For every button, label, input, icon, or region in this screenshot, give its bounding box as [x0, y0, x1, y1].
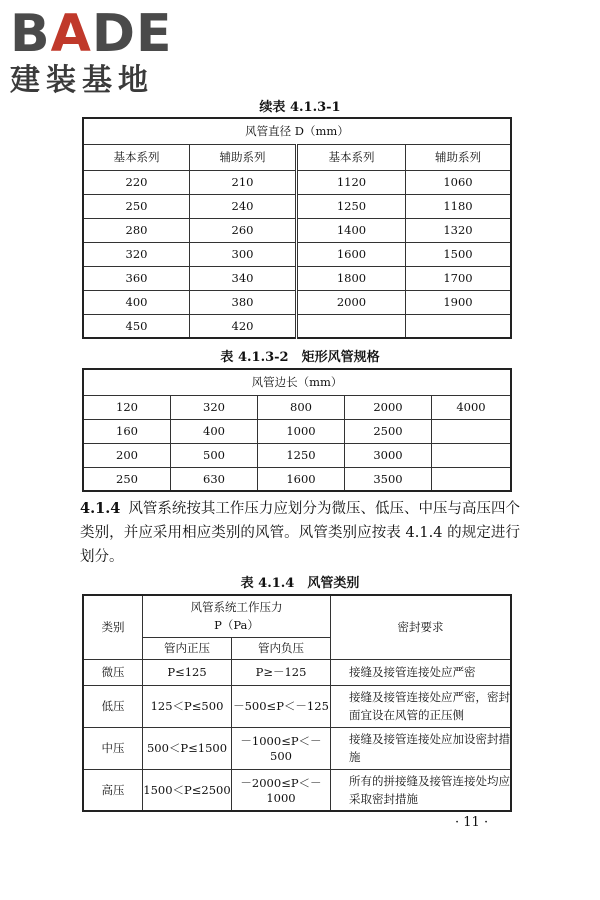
table3-header-seal: 密封要求	[331, 595, 512, 659]
category-cell: 低压	[83, 685, 143, 727]
table3-caption: 表 4.1.4 风管类别	[240, 576, 360, 591]
table-cell: 260	[190, 218, 297, 242]
table-cell	[406, 314, 512, 338]
logo-subtitle: 建装基地	[10, 63, 154, 98]
table-cell: 250	[83, 467, 171, 491]
table3-header-negative: 管内负压	[232, 637, 331, 659]
seal-cell: 接缝及接管连接处应严密	[331, 659, 512, 685]
table1-col-header: 基本系列	[297, 144, 406, 170]
category-cell: 微压	[83, 659, 143, 685]
page-number: · 11 ·	[455, 815, 489, 830]
table-cell: 1320	[406, 218, 512, 242]
table-cell: 1700	[406, 266, 512, 290]
table-cell: 280	[83, 218, 190, 242]
positive-cell: P≤125	[143, 659, 232, 685]
table-row	[83, 769, 511, 811]
table-cell: 360	[83, 266, 190, 290]
table-cell: 160	[83, 419, 171, 443]
table-row	[83, 290, 511, 314]
table-cell	[432, 467, 512, 491]
table2	[82, 368, 512, 492]
table-cell: 1600	[258, 467, 345, 491]
table1	[82, 117, 512, 339]
table1-col-header: 基本系列	[83, 144, 190, 170]
seal-cell: 接缝及接管连接处应严密，密封面宜设在风管的正压侧	[331, 685, 512, 727]
table3-header-pressure	[143, 595, 331, 637]
negative-cell: P≥－125	[232, 659, 331, 685]
category-cell: 中压	[83, 727, 143, 769]
table-cell: 1250	[297, 194, 406, 218]
table-cell: 500	[171, 443, 258, 467]
table-cell: 300	[190, 242, 297, 266]
table-cell	[432, 443, 512, 467]
table-row	[83, 314, 511, 338]
table-row	[83, 443, 511, 467]
clause-4-1-4	[80, 497, 520, 569]
clause-text: 风管系统按其工作压力应划分为微压、低压、中压与高压四个类别，并应采用相应类别的风管。风管类别应按表 4.1.4 的规定进行划分。	[80, 501, 520, 565]
table-cell: 120	[83, 395, 171, 419]
logo-letter-b: B	[10, 4, 51, 64]
table-cell: 220	[83, 170, 190, 194]
table-cell: 1120	[297, 170, 406, 194]
logo-brand	[10, 6, 173, 62]
table-row	[83, 242, 511, 266]
table-cell: 3000	[345, 443, 432, 467]
positive-cell: 125＜P≤500	[143, 685, 232, 727]
negative-cell: －500≤P＜－125	[232, 685, 331, 727]
table-row	[83, 266, 511, 290]
table2-caption: 表 4.1.3-2 矩形风管规格	[220, 350, 380, 365]
table-row	[83, 727, 511, 769]
table-cell: 250	[83, 194, 190, 218]
table-cell: 2500	[345, 419, 432, 443]
table-cell: 3500	[345, 467, 432, 491]
table-cell: 1250	[258, 443, 345, 467]
table-cell: 320	[83, 242, 190, 266]
table1-col-header: 辅助系列	[406, 144, 512, 170]
seal-cell: 所有的拼接缝及接管连接处均应采取密封措施	[331, 769, 512, 811]
seal-cell: 接缝及接管连接处应加设密封措施	[331, 727, 512, 769]
negative-cell: －2000≤P＜－1000	[232, 769, 331, 811]
table-cell: 1500	[406, 242, 512, 266]
table-cell: 1000	[258, 419, 345, 443]
table-cell: 380	[190, 290, 297, 314]
table-cell: 210	[190, 170, 297, 194]
positive-cell: 1500＜P≤2500	[143, 769, 232, 811]
table-cell: 200	[83, 443, 171, 467]
logo-letters-de: DE	[91, 4, 173, 64]
table-cell: 1060	[406, 170, 512, 194]
table2-header: 风管边长（mm）	[83, 369, 511, 395]
table-cell: 340	[190, 266, 297, 290]
table-cell: 1400	[297, 218, 406, 242]
table-row	[83, 194, 511, 218]
table-cell	[297, 314, 406, 338]
table-row	[83, 467, 511, 491]
logo	[10, 6, 173, 98]
table-cell: 630	[171, 467, 258, 491]
table-cell: 2000	[297, 290, 406, 314]
table-cell	[432, 419, 512, 443]
table3	[82, 594, 512, 812]
table-cell: 400	[83, 290, 190, 314]
table-cell: 1180	[406, 194, 512, 218]
table1-caption: 续表 4.1.3-1	[259, 100, 341, 115]
table-cell: 1800	[297, 266, 406, 290]
table-row	[83, 218, 511, 242]
table-cell: 400	[171, 419, 258, 443]
table1-col-header: 辅助系列	[190, 144, 297, 170]
table-cell: 320	[171, 395, 258, 419]
category-cell: 高压	[83, 769, 143, 811]
pressure-title: 风管系统工作压力	[190, 600, 283, 615]
table-row	[83, 659, 511, 685]
table-row	[83, 170, 511, 194]
table-cell: 4000	[432, 395, 512, 419]
table3-header-category: 类别	[83, 595, 143, 659]
table-cell: 240	[190, 194, 297, 218]
table-row	[83, 395, 511, 419]
table-cell: 2000	[345, 395, 432, 419]
table-cell: 1900	[406, 290, 512, 314]
pressure-unit: P（Pa）	[214, 618, 259, 633]
positive-cell: 500＜P≤1500	[143, 727, 232, 769]
table-cell: 420	[190, 314, 297, 338]
table1-col-header-row	[83, 144, 511, 170]
table3-header-positive: 管内正压	[143, 637, 232, 659]
logo-letter-a: A	[50, 4, 92, 64]
table-row	[83, 685, 511, 727]
negative-cell: －1000≤P＜－500	[232, 727, 331, 769]
clause-number: 4.1.4	[80, 500, 121, 517]
table-row	[83, 419, 511, 443]
table-cell: 800	[258, 395, 345, 419]
table1-header: 风管直径 D（mm）	[83, 118, 511, 144]
table-cell: 1600	[297, 242, 406, 266]
table-cell: 450	[83, 314, 190, 338]
